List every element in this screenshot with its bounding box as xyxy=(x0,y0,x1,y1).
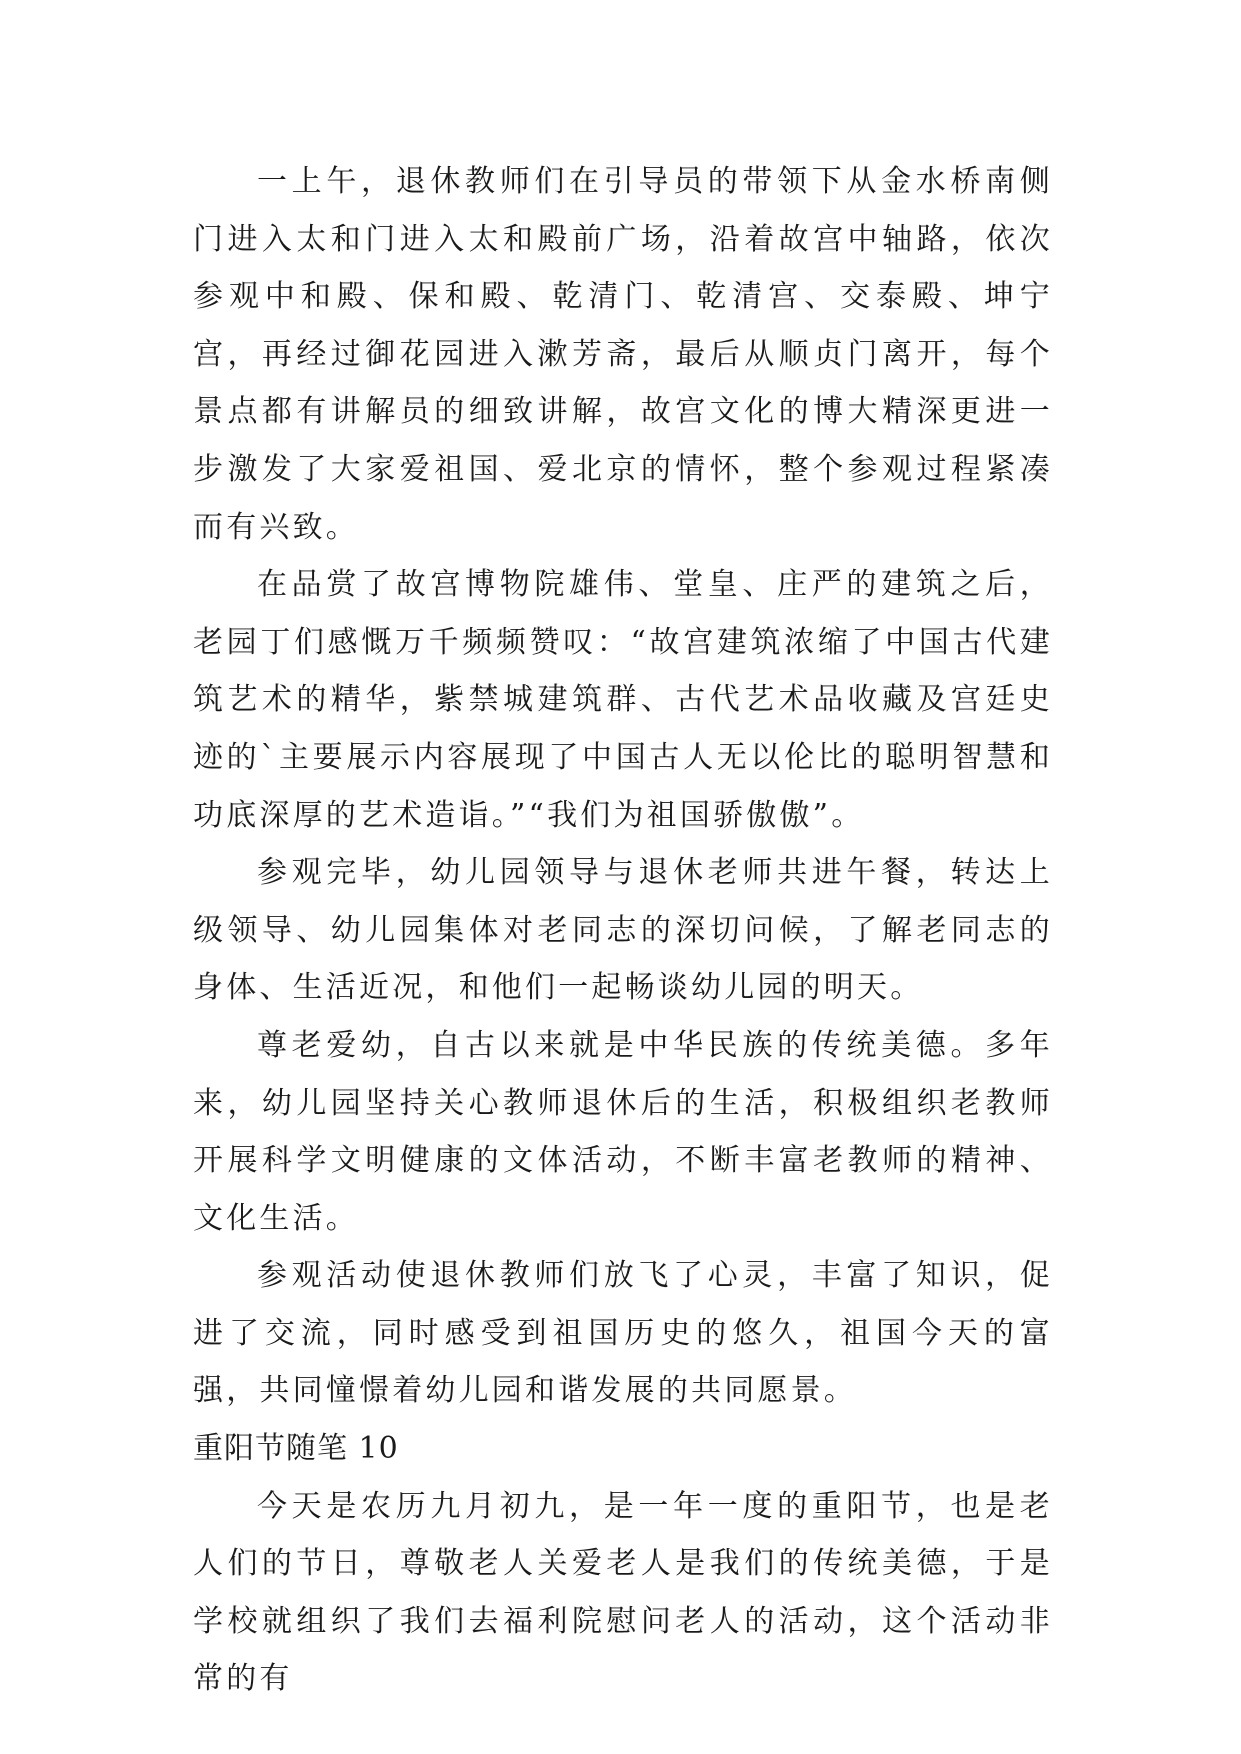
paragraph-respect-elders: 尊老爱幼，自古以来就是中华民族的传统美德。多年来，幼儿园坚持关心教师退休后的生活，积极组织老教师开展科学文明健康的文体活动，不断丰富老教师的精神、文化生活。 xyxy=(193,1027,1053,1236)
section-heading: 重阳节随笔 10 xyxy=(193,1431,399,1467)
document-body xyxy=(193,153,1053,1708)
paragraph-activity-summary: 参观活动使退休教师们放飞了心灵，丰富了知识，促进了交流，同时感受到祖国历史的悠久，祖国今天的富强，共同憧憬着幼儿园和谐发展的共同愿景。 xyxy=(193,1258,1053,1409)
paragraph-architecture-praise: 在品赏了故宫博物院雄伟、堂皇、庄严的建筑之后，老园丁们感慨万千频频赞叹：“故宫建筑浓缩了中国古代建筑艺术的精华，紫禁城建筑群、古代艺术品收藏及宫廷史迹的`主要展示内容展现了中国古人无以伦比的聪明智慧和功底深厚的艺术造诣。”“我们为祖国骄傲傲”。 xyxy=(193,567,1053,833)
paragraph-double-ninth: 今天是农历九月初九，是一年一度的重阳节，也是老人们的节日，尊敬老人关爱老人是我们的传统美德，于是学校就组织了我们去福利院慰问老人的活动，这个活动非常的有 xyxy=(193,1488,1053,1697)
paragraph-palace-tour: 一上午，退休教师们在引导员的带领下从金水桥南侧门进入太和门进入太和殿前广场，沿着故宫中轴路，依次参观中和殿、保和殿、乾清门、乾清宫、交泰殿、坤宁宫，再经过御花园进入漱芳斋，最后从顺贞门离开，每个景点都有讲解员的细致讲解，故宫文化的博大精深更进一步激发了大家爱祖国、爱北京的情怀，整个参观过程紧凑而有兴致。 xyxy=(193,164,1053,545)
paragraph-lunch: 参观完毕，幼儿园领导与退休老师共进午餐，转达上级领导、幼儿园集体对老同志的深切问候，了解老同志的身体、生活近况，和他们一起畅谈幼儿园的明天。 xyxy=(193,855,1053,1006)
